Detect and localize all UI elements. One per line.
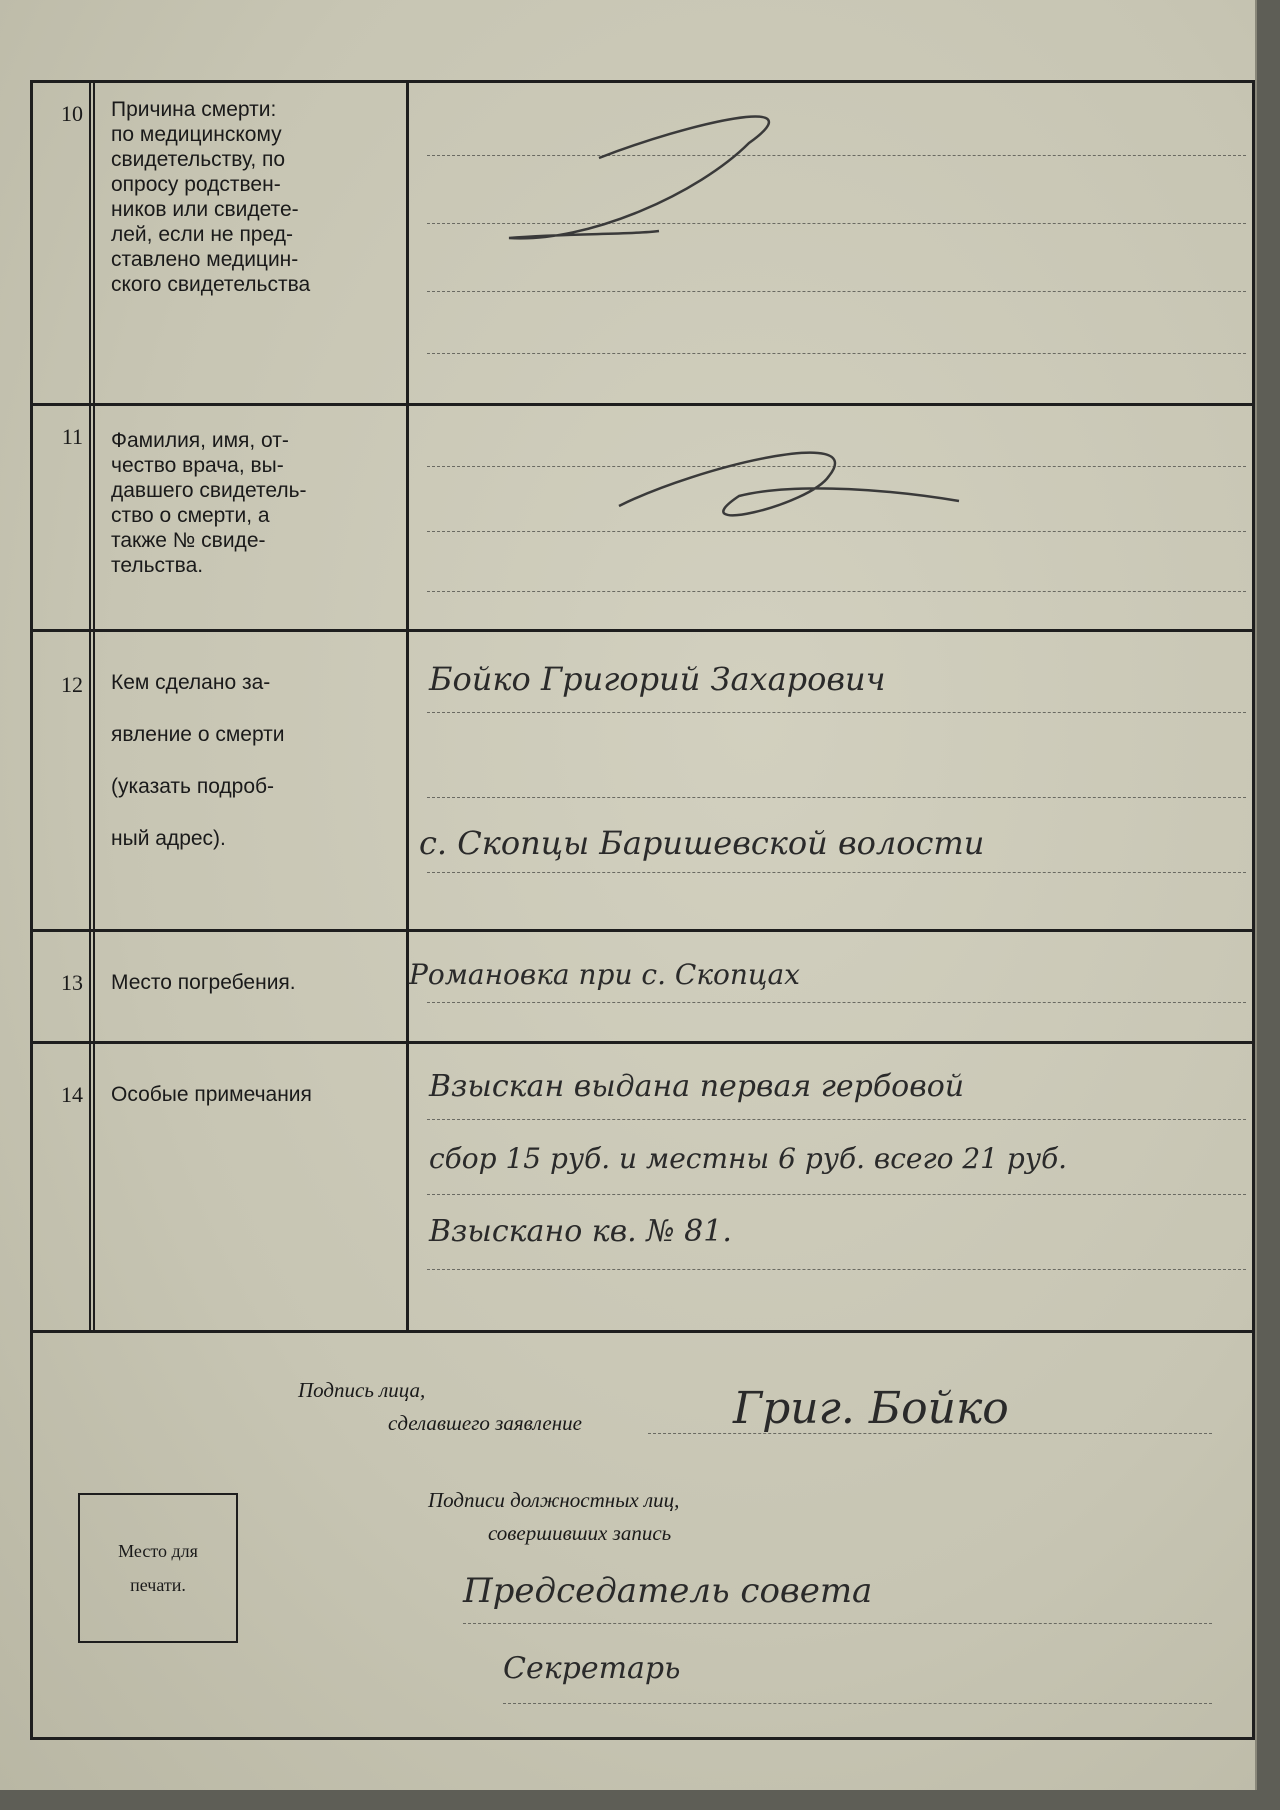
form-table (30, 80, 1255, 1740)
officials-label-1: Подписи должностных лиц, (428, 1488, 680, 1512)
row-value (409, 83, 1252, 403)
row-label: Причина смерти: по медицинскому свидетельству, по опросу родствен- ников или свидете- лей, если не пред- ставлено медицин- ского свидетельства (99, 83, 409, 403)
stamp-place-line-1: Место для (118, 1541, 198, 1561)
stamp-place-line-2: печати. (130, 1575, 186, 1595)
row-number: 12 (33, 632, 91, 929)
burial-place: Романовка при с. Скопцах (409, 958, 800, 991)
stamp-place (78, 1493, 238, 1643)
declarant-signature-label-2: сделавшего заявление (388, 1411, 582, 1435)
row-value (409, 632, 1252, 929)
row-11-doctor (33, 406, 1252, 632)
remarks-line-3: Взыскано кв. № 81. (429, 1214, 732, 1249)
declarant-address: с. Скопцы Баришевской волости (419, 824, 985, 862)
row-number: 14 (33, 1044, 91, 1330)
row-value (409, 932, 1252, 1041)
row-label: Особые примечания (99, 1044, 409, 1330)
row-14-remarks (33, 1044, 1252, 1333)
signatures-section (33, 1333, 1252, 1737)
row-value (409, 1044, 1252, 1330)
declarant-signature-label-1: Подпись лица, (298, 1378, 426, 1402)
row-value (409, 406, 1252, 629)
declarant-name: Бойко Григорий Захарович (429, 660, 886, 698)
secretary-signature: Секретарь (503, 1651, 681, 1686)
cancel-mark (509, 103, 829, 263)
row-number: 13 (33, 932, 91, 1041)
row-label: Фамилия, имя, от- чество врача, вы- давшего свидетель- ство о смерти, а также № свиде- тельства. (99, 406, 409, 629)
officials-label-2: совершивших запись (488, 1521, 672, 1545)
remarks-line-1: Взыскан выдана первая гербовой (429, 1069, 965, 1104)
row-13-burial-place (33, 932, 1252, 1044)
row-label: Место погребения. (99, 932, 409, 1041)
row-label: Кем сделано за- явление о смерти (указать подроб- ный адрес). (99, 632, 409, 929)
declarant-signature: Григ. Бойко (733, 1383, 1009, 1434)
row-number: 11 (33, 406, 91, 629)
remarks-line-2: сбор 15 руб. и местны 6 руб. всего 21 руб. (429, 1142, 1068, 1175)
chairman-signature: Председатель совета (463, 1571, 873, 1611)
row-10-cause-of-death (33, 83, 1252, 406)
row-number: 10 (33, 83, 91, 403)
cancel-mark (619, 436, 979, 546)
row-12-declarant (33, 632, 1252, 932)
